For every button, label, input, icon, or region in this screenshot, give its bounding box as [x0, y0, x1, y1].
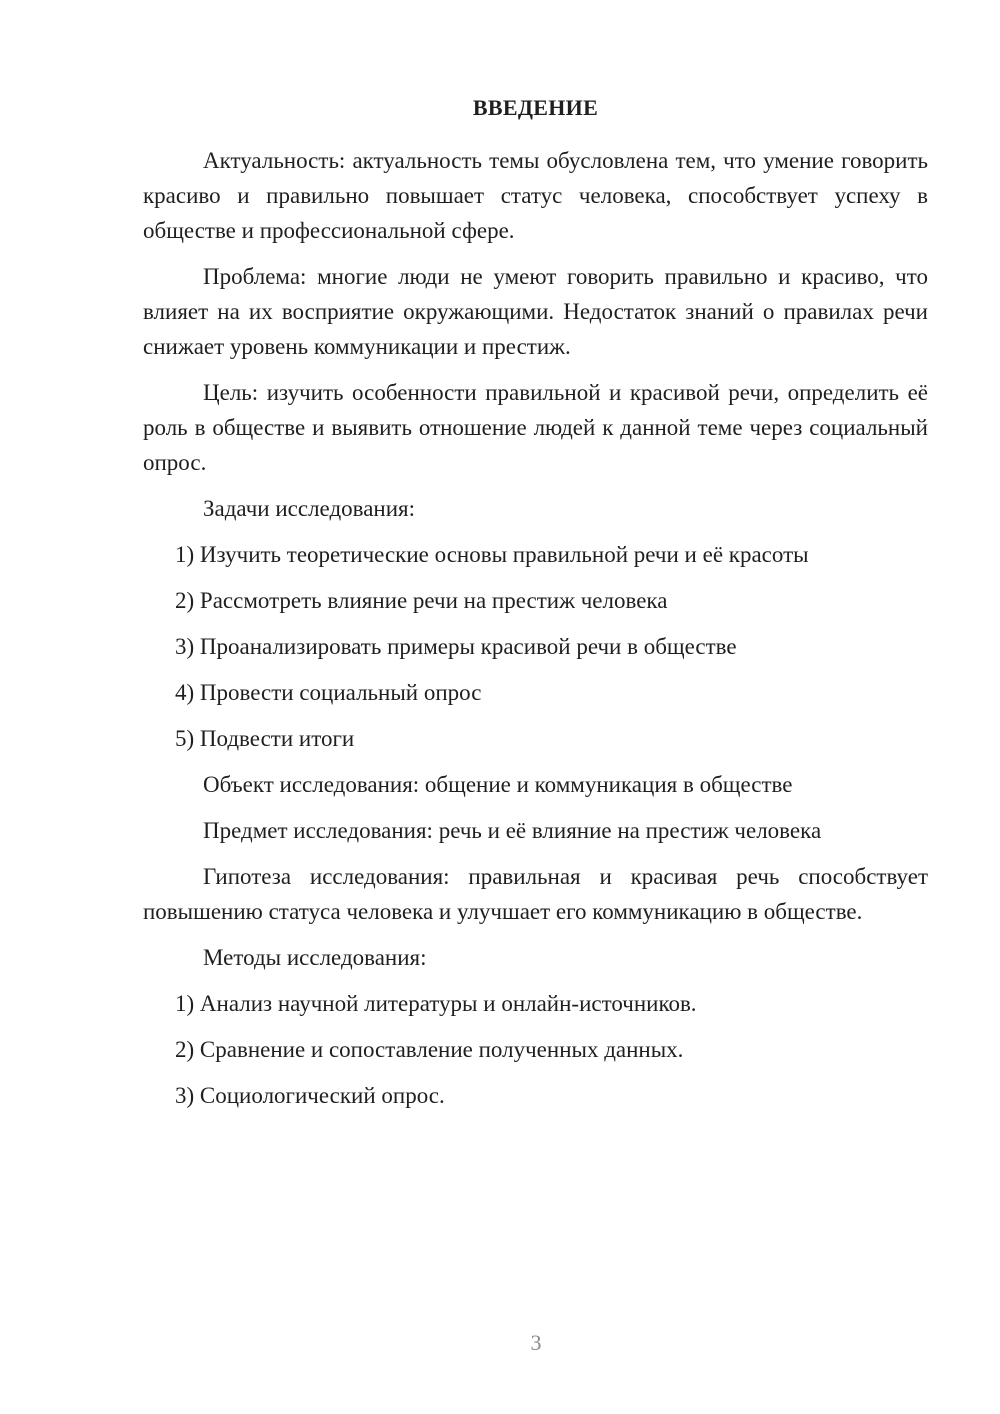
- problem-paragraph: Проблема: многие люди не умеют говорить правильно и красиво, что влияет на их восприятие окружающими. Недостаток знаний о правилах речи снижает уровень коммуникации и престиж.: [143, 264, 928, 359]
- tasks-heading: Задачи исследования:: [203, 496, 416, 521]
- page-number: 3: [530, 1330, 542, 1355]
- relevance-paragraph: Актуальность: актуальность темы обусловлена тем, что умение говорить красиво и правильно повышает статус человека, способствует успеху в обществе и профессиональной сфере.: [143, 148, 928, 243]
- methods-heading: Методы исследования:: [203, 945, 427, 970]
- page-content: [143, 92, 928, 1124]
- method-item: 2) Сравнение и сопоставление полученных данных.: [175, 1037, 684, 1062]
- method-item: 3) Социологический опрос.: [175, 1083, 445, 1108]
- goal-paragraph: Цель: изучить особенности правильной и красивой речи, определить её роль в обществе и выявить отношение людей к данной теме через социальный опрос.: [143, 380, 928, 475]
- task-item: 5) Подвести итоги: [175, 726, 355, 751]
- task-item: 4) Провести социальный опрос: [175, 680, 482, 705]
- task-item: 3) Проанализировать примеры красивой речи в обществе: [175, 634, 737, 659]
- research-object: Объект исследования: общение и коммуникация в обществе: [203, 772, 793, 797]
- page-title: ВВЕДЕНИЕ: [472, 95, 599, 120]
- hypothesis-paragraph: Гипотеза исследования: правильная и красивая речь способствует повышению статуса человека и улучшает его коммуникацию в обществе.: [143, 864, 928, 924]
- task-item: 2) Рассмотреть влияние речи на престиж человека: [175, 588, 668, 613]
- task-item: 1) Изучить теоретические основы правильной речи и её красоты: [175, 542, 809, 567]
- method-item: 1) Анализ научной литературы и онлайн-источников.: [175, 991, 697, 1016]
- research-subject: Предмет исследования: речь и её влияние на престиж человека: [203, 818, 822, 843]
